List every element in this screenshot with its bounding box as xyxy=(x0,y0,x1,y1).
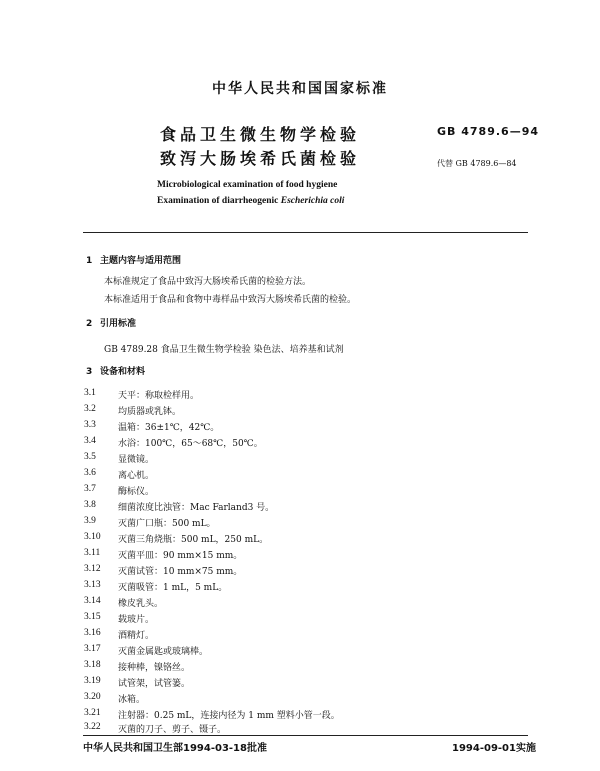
item-text: 酒精灯。 xyxy=(118,631,155,641)
section-1-title: 主题内容与适用范围 xyxy=(100,256,182,266)
item-number: 3.12 xyxy=(84,564,101,574)
item-number: 3.6 xyxy=(84,468,96,478)
section-2-heading xyxy=(86,316,136,329)
standard-header: 中华人民共和国国家标准 xyxy=(212,81,388,97)
section-2-number: 2 xyxy=(86,319,93,329)
item-number: 3.21 xyxy=(84,708,101,718)
item-text: 注射器：0.25 mL，连接内径为 1 mm 塑料小管一段。 xyxy=(118,711,340,721)
item-number: 3.11 xyxy=(84,548,101,558)
item-number: 3.7 xyxy=(84,484,96,494)
section-3-number: 3 xyxy=(86,367,93,377)
item-number: 3.4 xyxy=(84,436,96,446)
title-en-line2-prefix: Examination of diarrheogenic xyxy=(157,196,281,206)
item-text: 酶标仪。 xyxy=(118,487,155,497)
item-number: 3.20 xyxy=(84,692,101,702)
header-divider xyxy=(83,232,528,233)
item-text: 试管架，试管篓。 xyxy=(118,679,191,689)
approval-date: 中华人民共和国卫生部1994-03-18批准 xyxy=(83,743,267,754)
item-text: 灭菌吸管：1 mL，5 mL。 xyxy=(118,583,228,593)
item-number: 3.19 xyxy=(84,676,101,686)
item-text: 灭菌三角烧瓶：500 mL，250 mL。 xyxy=(118,535,269,545)
item-number: 3.13 xyxy=(84,580,101,590)
implementation-date: 1994-09-01实施 xyxy=(452,743,536,754)
item-text: 冰箱。 xyxy=(118,695,146,705)
item-number: 3.14 xyxy=(84,596,101,606)
item-text: 橡皮乳头。 xyxy=(118,599,164,609)
item-number: 3.10 xyxy=(84,532,101,542)
item-text: 载玻片。 xyxy=(118,615,155,625)
item-number: 3.18 xyxy=(84,660,101,670)
item-text: 灭菌试管：10 mm×75 mm。 xyxy=(118,567,243,577)
item-text: 细菌浓度比浊管：Mac Farland3 号。 xyxy=(118,503,275,513)
item-text: 灭菌金属匙或玻璃棒。 xyxy=(118,647,209,657)
item-number: 3.5 xyxy=(84,452,96,462)
item-number: 3.3 xyxy=(84,420,96,430)
title-en-line1: Microbiological examination of food hygiene xyxy=(157,180,338,190)
item-text: 接种棒，镍铬丝。 xyxy=(118,663,191,673)
standard-code: GB 4789.6—94 xyxy=(437,125,539,138)
item-text: 灭菌平皿：90 mm×15 mm。 xyxy=(118,551,243,561)
item-number: 3.9 xyxy=(84,516,96,526)
item-text: 显微镜。 xyxy=(118,455,155,465)
item-text: 离心机。 xyxy=(118,471,155,481)
item-text: 灭菌广口瓶：500 mL。 xyxy=(118,519,216,529)
section-3-title: 设备和材料 xyxy=(100,367,146,377)
title-cn-line2: 致泻大肠埃希氏菌检验 xyxy=(160,149,361,168)
item-number: 3.15 xyxy=(84,612,101,622)
title-cn-line1: 食品卫生微生物学检验 xyxy=(160,125,361,144)
item-number: 3.8 xyxy=(84,500,96,510)
item-number: 3.2 xyxy=(84,404,96,414)
item-text: 温箱：36±1℃，42℃。 xyxy=(118,423,220,433)
item-text: 灭菌的刀子、剪子、镊子。 xyxy=(118,725,227,735)
item-text: 天平：称取检样用。 xyxy=(118,391,200,401)
section-1-para-2: 本标准适用于食品和食物中毒样品中致泻大肠埃希氏菌的检验。 xyxy=(104,295,357,305)
section-2-title: 引用标准 xyxy=(100,319,137,329)
item-text: 均质器或乳钵。 xyxy=(118,407,182,417)
item-number: 3.16 xyxy=(84,628,101,638)
section-1-number: 1 xyxy=(86,256,93,266)
section-3-heading xyxy=(86,364,145,377)
title-en-line2 xyxy=(157,196,344,206)
item-text: 水浴：100℃，65～68℃，50℃。 xyxy=(118,439,263,449)
item-number: 3.22 xyxy=(84,722,101,732)
footer-divider xyxy=(83,735,528,736)
section-1-heading xyxy=(86,253,181,266)
section-1-para-1: 本标准规定了食品中致泻大肠埃希氏菌的检验方法。 xyxy=(104,277,312,287)
title-en-line2-italic: Escherichia coli xyxy=(280,196,345,206)
item-number: 3.1 xyxy=(84,388,96,398)
section-2-reference: GB 4789.28 食品卫生微生物学检验 染色法、培养基和试剂 xyxy=(104,345,344,355)
replaces-code: 代替 GB 4789.6—84 xyxy=(437,159,517,168)
item-number: 3.17 xyxy=(84,644,101,654)
